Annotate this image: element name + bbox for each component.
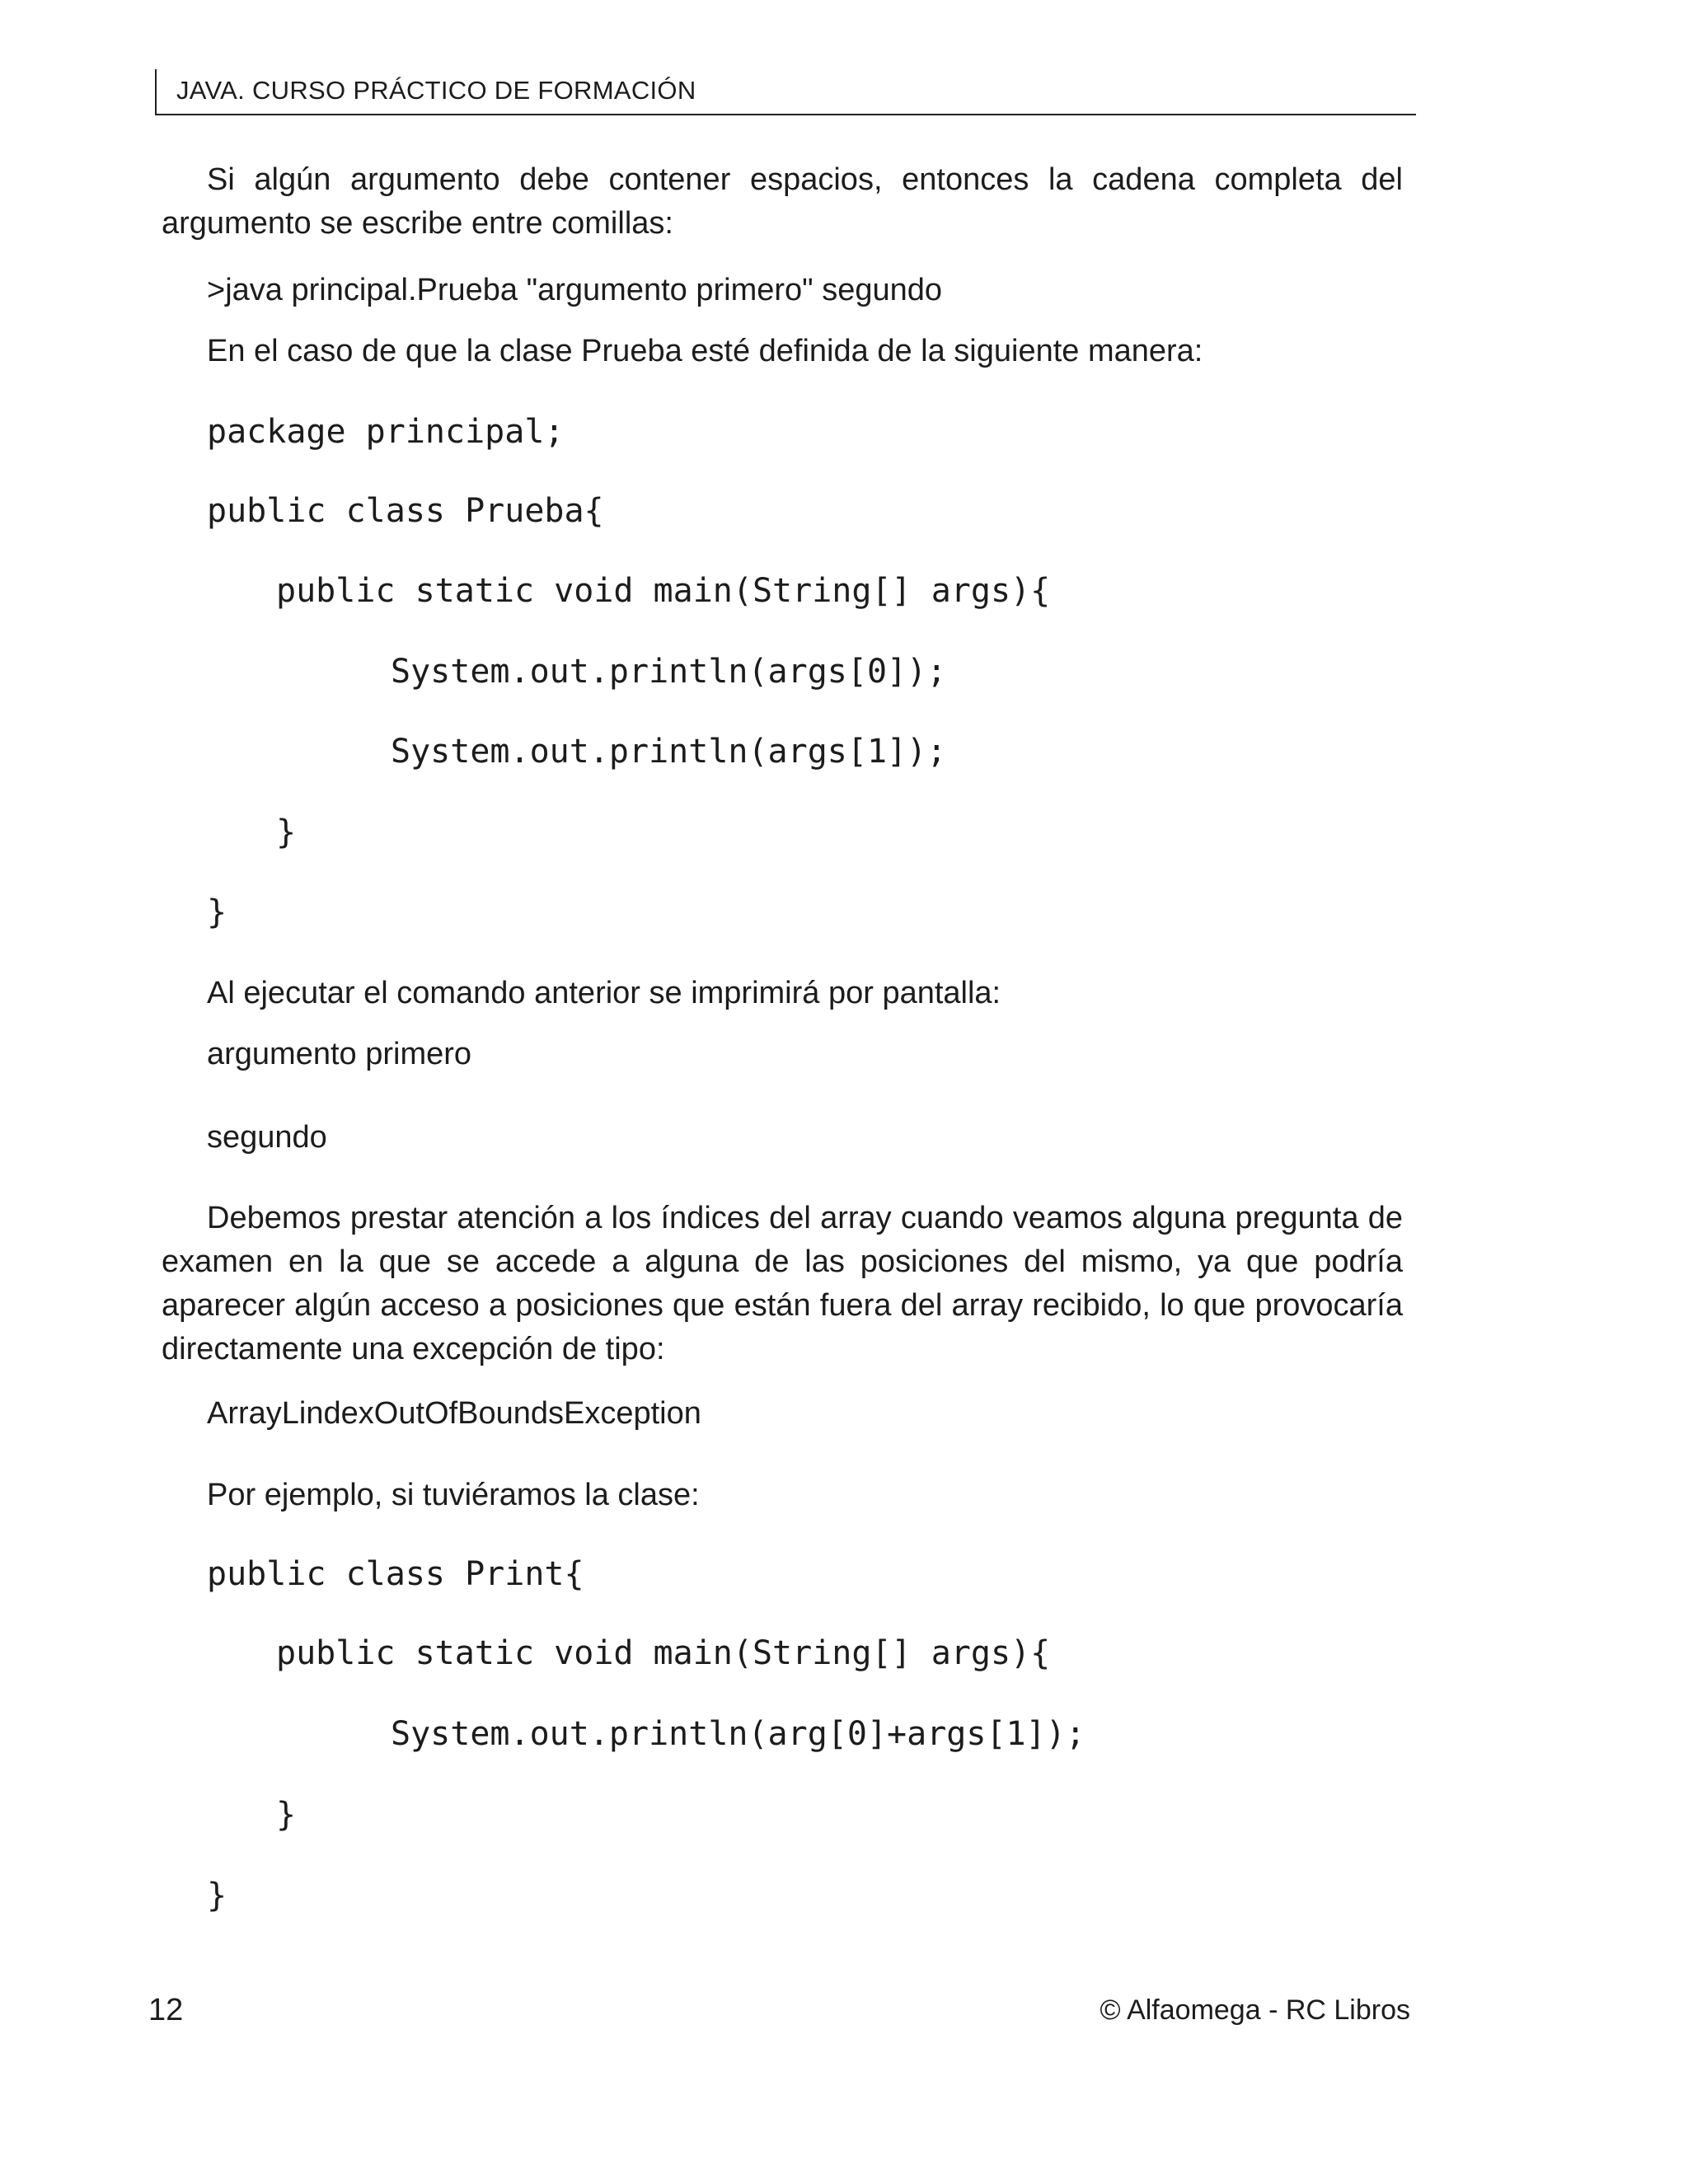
code-line: System.out.println(args[0]); [391, 653, 947, 691]
header-title: JAVA. CURSO PRÁCTICO DE FORMACIÓN [176, 76, 696, 105]
code-line: } [207, 893, 227, 931]
page-number: 12 [148, 1993, 184, 2027]
command-line-example: >java principal.Prueba "argumento primero" segundo [207, 273, 942, 307]
code-line: public static void main(String[] args){ [276, 1634, 1051, 1672]
paragraph-output-intro: Al ejecutar el comando anterior se imprimirá por pantalla: [207, 976, 1001, 1010]
exception-name: ArrayLindexOutOfBoundsException [207, 1396, 701, 1431]
code-line: public class Print{ [207, 1555, 584, 1593]
output-line: segundo [207, 1120, 327, 1155]
running-header [155, 69, 1416, 115]
code-line: } [207, 1877, 227, 1915]
code-line: public class Prueba{ [207, 492, 604, 530]
code-line: } [276, 1796, 297, 1834]
code-line: public static void main(String[] args){ [276, 572, 1051, 610]
copyright-notice: © Alfaomega - RC Libros [1100, 1994, 1410, 2026]
code-line: System.out.println(args[1]); [391, 733, 947, 771]
paragraph-array-indices: Debemos prestar atención a los índices del array cuando veamos alguna pregunta de examen en la que se accede a alguna de las posiciones del mismo, ya que podría aparecer algún acceso a posiciones que están fuera del array recibido, lo que provocaría directamente una excepción de tipo: [162, 1201, 1403, 1366]
paragraph-example-intro: Por ejemplo, si tuviéramos la clase: [207, 1478, 700, 1512]
code-line: } [276, 813, 297, 851]
code-line: package principal; [207, 413, 565, 451]
paragraph-class-definition: En el caso de que la clase Prueba esté definida de la siguiente manera: [207, 334, 1203, 368]
paragraph-arguments-spaces: Si algún argumento debe contener espacios, entonces la cadena completa del argumento se escribe entre comillas: [162, 162, 1403, 241]
code-line: System.out.println(arg[0]+args[1]); [391, 1715, 1085, 1753]
page-body [162, 158, 1403, 1938]
output-line: argumento primero [207, 1037, 472, 1071]
